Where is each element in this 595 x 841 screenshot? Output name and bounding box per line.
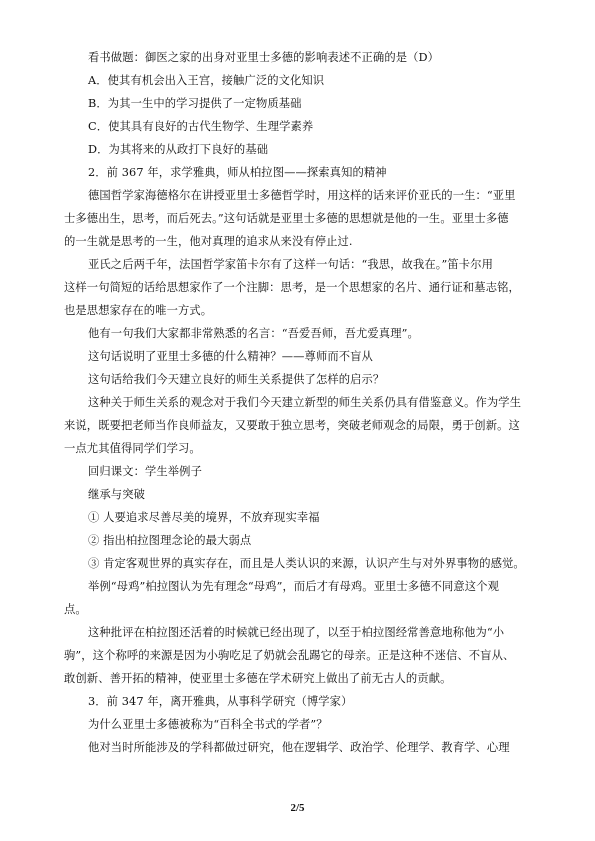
text-line: 德国哲学家海德格尔在讲授亚里士多德哲学时，用这样的话来评价亚氏的一生：“亚里 [88,189,516,202]
text-line: 为什么亚里士多德被称为“百科全书式的学者”？ [88,718,328,731]
text-line: 敢创新、善开拓的精神，使亚里士多德在学术研究上做出了前无古人的贡献。 [64,672,452,685]
text-line: 的一生就是思考的一生，他对真理的追求从来没有停止过. [64,235,353,248]
text-line: B．为其一生中的学习提供了一定物质基础 [88,97,302,110]
text-line: 继承与突破 [88,488,145,501]
text-line: 回归课文：学生举例子 [88,465,202,478]
text-line: 来说，既要把老师当作良师益友，又要敢于独立思考，突破老师观念的局限，勇于创新。这 [64,419,520,432]
text-line: A．使其有机会出入王宫，接触广泛的文化知识 [88,74,325,87]
text-line: 举例“母鸡”柏拉图认为先有理念“母鸡”，而后才有母鸡。亚里士多德不同意这个观 [88,580,499,593]
text-line: 他对当时所能涉及的学科都做过研究，他在逻辑学、政治学、伦理学、教育学、心理 [88,741,510,754]
text-line: 士多德出生，思考，而后死去。”这句话就是亚里士多德的思想就是他的一生。亚里士多德 [64,212,509,225]
document-body [64,46,530,759]
text-line: ① 人要追求尽善尽美的境界，不放弃现实幸福 [88,511,320,524]
text-line: 3．前 347 年，离开雅典，从事科学研究（博学家） [88,695,353,708]
text-line: 亚氏之后两千年，法国哲学家笛卡尔有了这样一句话：“我思，故我在。”笛卡尔用 [88,258,493,271]
text-line: 点。 [64,603,87,616]
text-line: C．使其具有良好的古代生物学、生理学素养 [88,120,314,133]
text-line: 他有一句我们大家都非常熟悉的名言：“吾爱吾师，吾尤爱真理”。 [88,327,419,340]
text-line: D．为其将来的从政打下良好的基础 [88,143,269,156]
text-line: 看书做题：御医之家的出身对亚里士多德的影响表述不正确的是（D） [88,51,440,64]
text-line: 这种批评在柏拉图还活着的时候就已经出现了，以至于柏拉图经常善意地称他为“小 [88,626,505,639]
text-line: 这样一句简短的话给思想家作了一个注脚：思考，是一个思想家的名片、通行证和墓志铭， [64,281,520,294]
text-line: 这句话说明了亚里士多德的什么精神？——尊师而不盲从 [88,350,373,363]
text-line: 驹”，这个称呼的来源是因为小驹吃足了奶就会乱踢它的母亲。正是这种不迷信、不盲从、 [64,649,515,662]
text-line: 也是思想家存在的唯一方式。 [64,304,213,317]
text-line: ② 指出柏拉图理念论的最大弱点 [88,534,252,547]
text-line: ③ 肯定客观世界的真实存在，而且是人类认识的来源，认识产生与对外界事物的感觉。 [88,557,525,570]
text-line: 这句话给我们今天建立良好的师生关系提供了怎样的启示？ [88,373,385,386]
text-line: 这种关于师生关系的观念对于我们今天建立新型的师生关系仍具有借鉴意义。作为学生 [88,396,522,409]
text-line: 2．前 367 年，求学雅典，师从柏拉图——探索真知的精神 [88,166,387,179]
page-number: 2/5 [290,802,305,814]
text-line: 一点尤其值得同学们学习。 [64,442,201,455]
